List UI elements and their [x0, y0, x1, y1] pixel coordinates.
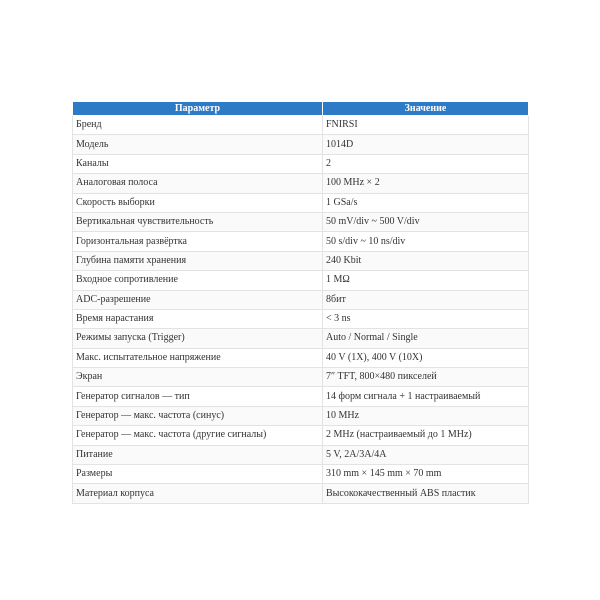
table-row [73, 406, 529, 425]
value-cell: 5 V, 2A/3A/4A [323, 445, 529, 464]
table-row [73, 271, 529, 290]
table-row [73, 193, 529, 212]
table-row [73, 212, 529, 231]
table-row [73, 445, 529, 464]
parameter-cell: Вертикальная чувствительность [73, 212, 323, 231]
table-row [73, 348, 529, 367]
table-row [73, 426, 529, 445]
value-cell: 1014D [323, 135, 529, 154]
parameter-cell: Размеры [73, 465, 323, 484]
value-cell: FNIRSI [323, 116, 529, 135]
parameter-cell: Входное сопротивление [73, 271, 323, 290]
table-body [73, 116, 529, 504]
header-parameter: Параметр [73, 102, 323, 116]
value-cell: 240 Kbit [323, 251, 529, 270]
parameter-cell: Каналы [73, 154, 323, 173]
parameter-cell: Экран [73, 368, 323, 387]
table-row [73, 387, 529, 406]
value-cell: 7″ TFT, 800×480 пикселей [323, 368, 529, 387]
value-cell: 2 [323, 154, 529, 173]
parameter-cell: Макс. испытательное напряжение [73, 348, 323, 367]
table-row [73, 154, 529, 173]
table-row [73, 251, 529, 270]
value-cell: 1 GSa/s [323, 193, 529, 212]
parameter-cell: Режимы запуска (Trigger) [73, 329, 323, 348]
header-value: Значение [323, 102, 529, 116]
table-row [73, 116, 529, 135]
parameter-cell: Время нарастания [73, 309, 323, 328]
parameter-cell: Генератор — макс. частота (другие сигналы) [73, 426, 323, 445]
parameter-cell: ADC-разрешение [73, 290, 323, 309]
table-header-row [73, 102, 529, 116]
table-row [73, 465, 529, 484]
value-cell: 40 V (1X), 400 V (10X) [323, 348, 529, 367]
table-row [73, 135, 529, 154]
table-row [73, 484, 529, 503]
parameter-cell: Питание [73, 445, 323, 464]
value-cell: 50 mV/div ~ 500 V/div [323, 212, 529, 231]
value-cell: Auto / Normal / Single [323, 329, 529, 348]
value-cell: 100 MHz × 2 [323, 174, 529, 193]
table-row [73, 174, 529, 193]
table-row [73, 329, 529, 348]
table-row [73, 309, 529, 328]
value-cell: 1 MΩ [323, 271, 529, 290]
value-cell: 310 mm × 145 mm × 70 mm [323, 465, 529, 484]
parameter-cell: Генератор сигналов — тип [73, 387, 323, 406]
value-cell: 2 MHz (настраиваемый до 1 MHz) [323, 426, 529, 445]
parameter-cell: Глубина памяти хранения [73, 251, 323, 270]
table-row [73, 290, 529, 309]
value-cell: 50 s/div ~ 10 ns/div [323, 232, 529, 251]
value-cell: 10 MHz [323, 406, 529, 425]
parameter-cell: Аналоговая полоса [73, 174, 323, 193]
value-cell: < 3 ns [323, 309, 529, 328]
parameter-cell: Бренд [73, 116, 323, 135]
value-cell: 14 форм сигнала + 1 настраиваемый [323, 387, 529, 406]
table-row [73, 368, 529, 387]
parameter-cell: Материал корпуса [73, 484, 323, 503]
value-cell: 8бит [323, 290, 529, 309]
spec-table [72, 101, 529, 504]
parameter-cell: Горизонтальная развёртка [73, 232, 323, 251]
parameter-cell: Модель [73, 135, 323, 154]
parameter-cell: Генератор — макс. частота (синус) [73, 406, 323, 425]
parameter-cell: Скорость выборки [73, 193, 323, 212]
table-row [73, 232, 529, 251]
value-cell: Высококачественный ABS пластик [323, 484, 529, 503]
